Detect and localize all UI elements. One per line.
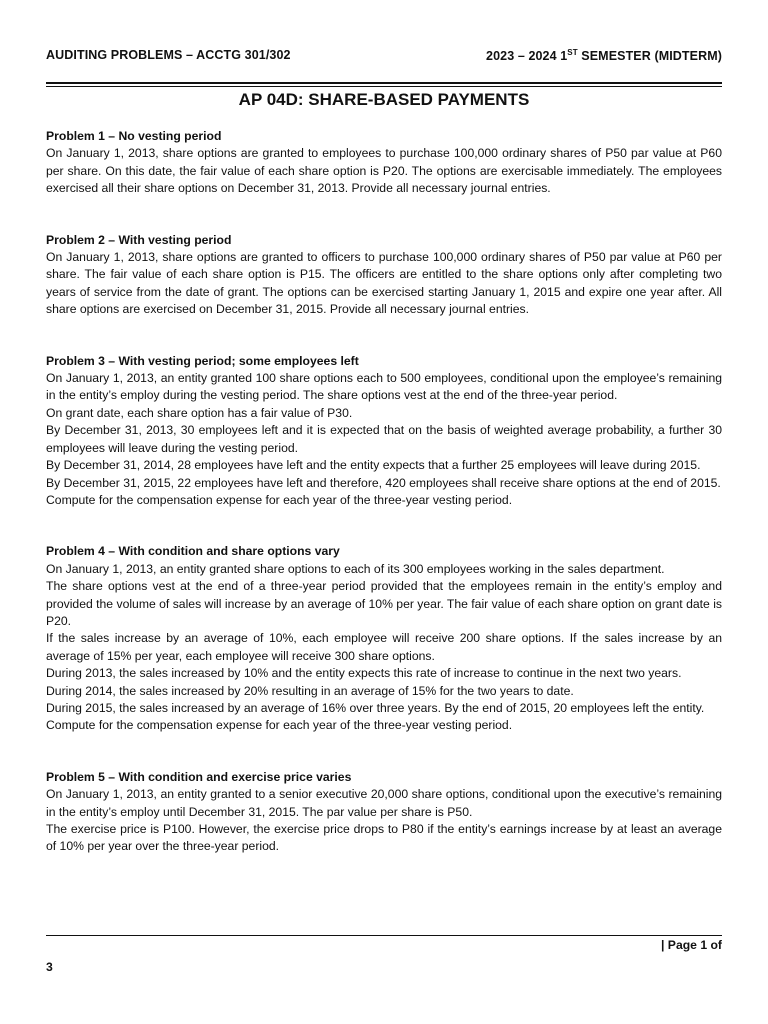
problem-paragraph: The exercise price is P100. However, the exercise price drops to P80 if the entity’s earnings increase by at least an average of 10% per year over the three-year period. [46,822,722,854]
problem-title: Problem 4 – With condition and share options vary [46,544,340,559]
problem-section [46,232,722,319]
footer-rule [46,935,722,936]
problem-paragraph: On January 1, 2013, an entity granted share options to each of its 300 employees working in the sales department. [46,561,665,576]
problem-section [46,353,722,510]
problem-paragraph: The share options vest at the end of a three-year period provided that the employees remain in the entity’s employ and provided the volume of sales will increase by an average of 10% per year. The fair value of each share option on grant date is P20. [46,579,722,628]
header-rule-thick [46,82,722,84]
problem-paragraph: On January 1, 2013, share options are granted to employees to purchase 100,000 ordinary shares of P50 par value at P60 per share. On this date, the fair value of each share option is P20. The options are exercisable immediately. The employees exercised all their share options on December 31, 2013. Provide all necessary journal entries. [46,146,722,196]
problem-section [46,543,722,734]
page-total: 3 [46,960,53,974]
problem-paragraph: By December 31, 2013, 30 employees left and it is expected that on the basis of weighted average probability, a further 30 employees will leave during the vesting period. [46,423,722,455]
problem-paragraph: On January 1, 2013, an entity granted to a senior executive 20,000 share options, conditional upon the executive’s remaining in the entity’s employ until December 31, 2015. The par value per share is P50. [46,787,722,819]
course-label: AUDITING PROBLEMS – ACCTG 301/302 [46,48,291,62]
problem-title: Problem 3 – With vesting period; some employees left [46,353,359,368]
problem-paragraph: By December 31, 2014, 28 employees have left and the entity expects that a further 25 employees will leave during 2015. [46,458,701,473]
problem-paragraph: During 2014, the sales increased by 20% resulting in an average of 15% for the two years to date. [46,683,574,698]
page-number: | Page 1 of [661,938,722,952]
problem-paragraph: During 2013, the sales increased by 10% and the entity expects this rate of increase to continue in the next two years. [46,666,682,681]
problems-list [46,128,722,856]
problem-title: Problem 1 – No vesting period [46,129,222,143]
problem-paragraph: On grant date, each share option has a fair value of P30. [46,405,353,420]
problem-section [46,769,722,856]
problem-title: Problem 5 – With condition and exercise price varies [46,769,352,784]
document-title: AP 04D: SHARE-BASED PAYMENTS [238,90,530,109]
page-header [46,48,722,63]
header-rule-thin [46,86,722,87]
problem-paragraph: On January 1, 2013, share options are granted to officers to purchase 100,000 ordinary shares of P50 par value at P60 per share. The fair value of each share option is P15. The officers are entitled to the share options only after completing two years of service from the date of grant. The options can be exercised starting January 1, 2015 and expire one year after. All share options are exercised on December 31, 2015. Provide all necessary journal entries. [46,250,722,317]
semester-label: 2023 – 2024 1ST SEMESTER (MIDTERM) [486,48,722,64]
problem-title: Problem 2 – With vesting period [46,232,232,247]
problem-section [46,128,722,198]
problem-paragraph: If the sales increase by an average of 10%, each employee will receive 200 share options. If the sales increase by an average of 15% per year, each employee will receive 300 share options. [46,631,722,663]
problem-paragraph: Compute for the compensation expense for each year of the three-year vesting period. [46,492,513,507]
problem-paragraph: On January 1, 2013, an entity granted 100 share options each to 500 employees, conditional upon the employee’s remaining in the entity’s employ during the vesting period. The share options vest at the end of the three-year period. [46,371,722,403]
problem-paragraph: Compute for the compensation expense for each year of the three-year vesting period. [46,718,513,733]
problem-paragraph: During 2015, the sales increased by an average of 16% over three years. By the end of 2015, 20 employees left the entity. [46,700,705,715]
problem-paragraph: By December 31, 2015, 22 employees have left and therefore, 420 employees shall receive share options at the end of 2015. [46,475,721,490]
